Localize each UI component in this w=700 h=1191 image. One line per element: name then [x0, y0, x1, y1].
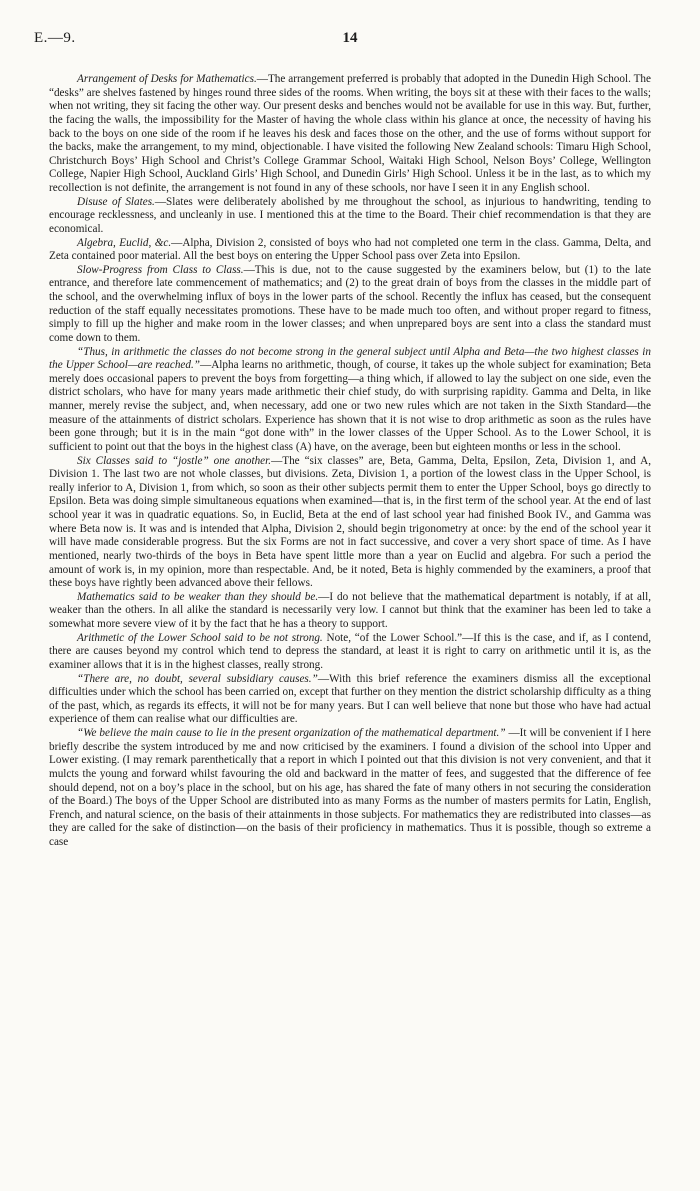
paragraph-heading: “Thus, in arithmetic the classes do not become strong in the general subject until Alpha and Beta—the two highest classes in the Upper School—are reached.”: [49, 345, 651, 372]
paragraph: [49, 455, 651, 591]
paragraph-heading: “There are, no doubt, several subsidiary causes.”: [77, 672, 318, 685]
document-reference: E.—9.: [34, 30, 76, 46]
paragraph: [49, 264, 651, 346]
paragraph-text: —Alpha learns no arithmetic, though, of course, it takes up the whole subject for examination; Beta merely does occasional papers to prevent the boys from forgetting—a thing which, if allowed to lay the subject on one side, even the district scholars, who have for many years made arithmetic their chief study, do with surprising rapidity. Gamma and Delta, in like manner, merely revise the subject, and, when necessary, add one or two new rules which are not taken in the Sixth Standard—the measure of the attainments of district scholars. Experience has shown that it is not wise to drop arithmetic as soon as the rules have been gone through; but it is in the main “got done with” in the lower classes of the Upper School. As to the Lower School, it is sufficient to point out that the boys in the highest class (A) have, on the average, been but eighteen months or less in the school.: [49, 359, 651, 453]
paragraph: [49, 632, 651, 673]
paragraph-heading: Mathematics said to be weaker than they should be.: [77, 590, 319, 603]
paragraph-heading: Slow-Progress from Class to Class.: [77, 263, 244, 276]
paragraph-text: —I do not believe that the mathematical department is notably, if at all, weaker than the others. In all alike the standard is necessarily very low. I cannot but think that the examiner has been led to take a somewhat more severe view of it by the fact that he has a theory to support.: [49, 590, 651, 630]
paragraph-heading: Arrangement of Desks for Mathematics.: [77, 73, 257, 85]
paragraph-text: —Alpha, Division 2, consisted of boys who had not completed one term in the class. Gamma, Delta, and Zeta contained poor material. All the best boys on entering the Upper School pass over Zeta into Epsilon.: [49, 236, 651, 263]
document-body: [49, 73, 651, 850]
paragraph: [49, 196, 651, 237]
paragraph: [49, 346, 651, 455]
paragraph-text: Note, “of the Lower School.”—If this is the case, and if, as I contend, there are causes beyond my control which tend to depress the standard, at least it is right to carry on arithmetic until it is, as the examiner allows that it is in the highest classes, really strong.: [49, 631, 651, 671]
paragraph: [49, 727, 651, 850]
paragraph-heading: Disuse of Slates.: [77, 195, 155, 208]
paragraph-text: —Slates were deliberately abolished by me throughout the school, as injurious to handwriting, tending to encourage recklessness, and uncleanly in use. I mentioned this at the time to the Board. Their chief recommendation is that they are economical.: [49, 195, 651, 235]
paragraph-text: —With this brief reference the examiners dismiss all the exceptional difficulties under which the school has been carried on, except that further on they mention the district scholarship difficulty as a thing of the past, which, as regards its effects, it will not be for many years. But I can well believe that none but those who have had actual experience of them can realise what our difficulties are.: [49, 672, 651, 726]
paragraph-text: —The “six classes” are, Beta, Gamma, Delta, Epsilon, Zeta, Division 1, and A, Division 1. The last two are not whole classes, but divisions. Zeta, Division 1, a portion of the lowest class in the Upper School, is really inferior to A, Division 1, from which, so soon as their other subjects permit them to enter the Upper School, boys go directly to Epsilon. Beta was doing simple simultaneous equations when examined—that is, in the first term of the school year. At the end of last school year it was in quadratic equations. So, in Euclid, Beta at the end of last school year had finished Book IV., and Gamma was where Beta now is. It was and is intended that Alpha, Division 2, should begin trigonometry at once: by the end of the school year it will have made considerable progress. But the six Forms are not in fact successive, and cover a very short space of time. As I have mentioned, nearly two-thirds of the boys in Beta have spent little more than a year on Euclid and algebra. For such a period the amount of work is, in my opinion, more than respectable. And, be it noted, Beta is highly commended by the examiners, a proof that these boys have rightly been advanced above their fellows.: [49, 454, 651, 590]
paragraph-heading: “We believe the main cause to lie in the present organization of the mathematical department.”: [77, 727, 506, 739]
paragraph-text: —The arrangement preferred is probably that adopted in the Dunedin High School. The “desks” are shelves fastened by hinges round three sides of the rooms. When writing, the boys sit at these with their faces to the walls; when not writing, they sit facing the other way. Our present desks and benches would not be available for use in this way. But, further, the facing the walls, the impossibility for the Master of having the whole class within his glance at once, the necessity of having his back to the boys on one side of the room if he leaves his desk and faces those on the other, and the use of forms without support for the backs, make the arrangement, to my mind, objectionable. I have visited the following New Zealand schools: Timaru High School, Christchurch Boys’ High School and Christ’s College Grammar School, Waitaki High School, Nelson Boys’ College, Wellington College, Napier High School, Auckland Girls’ High School, and Dunedin Girls’ High School. Unless it be in the last, as to which my recollection is not definite, the arrangement is not found in any of these schools, nor have I seen it in any English school.: [49, 73, 651, 194]
paragraph: [49, 591, 651, 632]
paragraph-text: —This is due, not to the cause suggested by the examiners below, but (1) to the late entrance, and therefore late commencement of mathematics; and (2) to the great drain of boys from the classes in the middle part of the school, and the overwhelming influx of boys in the lower parts of the school. Recently the influx has ceased, but the consequent reduction of the staff equally necessitates promotions. These have to be made much too often, and without proper regard to fitness, simply to fill up the higher and make room in the lower classes; and when unprepared boys are sent into a class the standard must come down to them.: [49, 263, 652, 344]
paragraph: [49, 73, 651, 196]
paragraph-heading: Arithmetic of the Lower School said to be not strong.: [77, 631, 323, 644]
paragraph-heading: Six Classes said to “jostle” one another.: [77, 454, 272, 467]
paragraph: [49, 237, 651, 264]
paragraph-heading: Algebra, Euclid, &c.: [77, 236, 172, 249]
paragraph: [49, 673, 651, 728]
page-number: 14: [342, 30, 358, 46]
paragraph-text: —It will be convenient if I here briefly describe the system introduced by me and now criticised by the examiners. I found a division of the school into Upper and Lower existing. (I may remark parenthetically that a report in which I pointed out that this division is not very convenient, and that it mulcts the young and forward whilst favouring the old and backward in the matter of fees, and suggested that the difference of fee should depend, not on a boy’s place in the school, but on his age, has shared the fate of many others in not securing the consideration of the Board.) The boys of the Upper School are distributed into as many Forms as the number of masters permits for Latin, English, French, and natural science, on the basis of their attainments in those subjects. For mathematics they are redistributed into classes—as they are called for the sake of distinction—on the basis of their proficiency in mathematics. Thus it is possible, though so extreme a case: [49, 727, 651, 848]
